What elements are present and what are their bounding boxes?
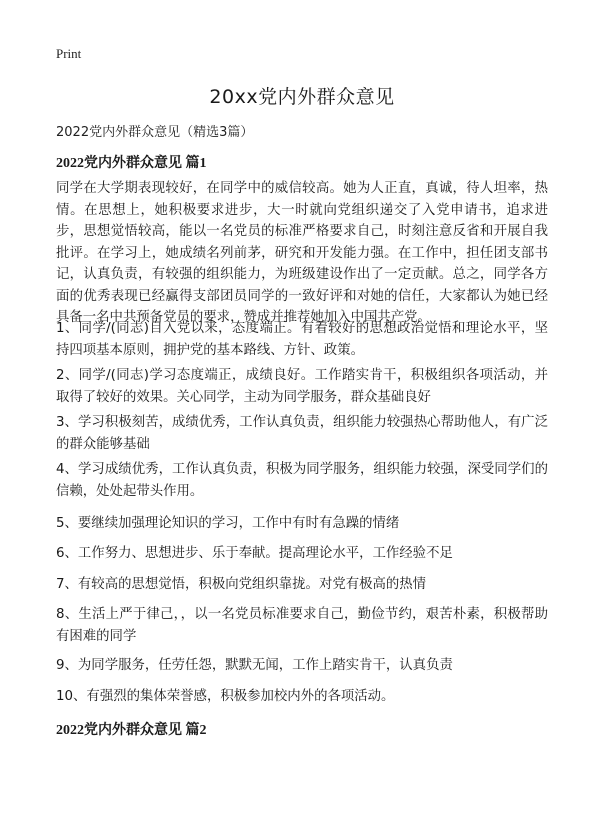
intro-paragraph: 同学在大学期表现较好，在同学中的威信较高。她为人正直，真诚，待人坦率，热情。在思想上，她积极要求进步，大一时就向党组织递交了入党申请书，追求进步，思想觉悟较高，能以一名党员的标准严格要求自己，时刻注意反省和开展自我批评。在学习上，她成绩名列前茅，研究和开发能力强。在工作中，担任团支部书记，认真负责，有较强的组织能力，为班级建设作出了一定贡献。总之，同学各方面的优秀表现已经赢得支部团员同学的一致好评和对她的信任，大家都认为她已经具备一名中共预备党员的要求，赞成并推荐她加入中国共产党。 — [56, 181, 548, 325]
list-item: 6、工作努力、思想进步、乐于奉献。提高理论水平，工作经验不足 — [56, 546, 453, 561]
list-item: 10、有强烈的集体荣誉感，积极参加校内外的各项活动。 — [56, 689, 395, 704]
list-item: 9、为同学服务，任劳任怨，默默无闻，工作上踏实肯干，认真负责 — [56, 658, 453, 673]
document-subtitle: 2022党内外群众意见（精选3篇） — [56, 125, 254, 140]
document-title: 20xx党内外群众意见 — [209, 86, 395, 108]
list-item: 8、生活上严于律己，，以一名党员标准要求自己，勤俭节约，艰苦朴素，积极帮助有困难的同学 — [56, 607, 548, 644]
list-item: 2、同学/(同志)学习态度端正，成绩良好。工作踏实肯干，积极组织各项活动，并取得了较好的效果。关心同学，主动为同学服务，群众基础良好 — [56, 368, 548, 405]
section-heading-2: 2022党内外群众意见 篇2 — [56, 723, 207, 738]
list-item: 7、有较高的思想觉悟，积极向党组织靠拢。对党有极高的热情 — [56, 577, 427, 592]
print-link[interactable]: Print — [56, 46, 82, 61]
list-item: 4、学习成绩优秀，工作认真负责，积极为同学服务，组织能力较强，深受同学们的信赖，处处起带头作用。 — [56, 462, 548, 499]
list-item: 3、学习积极刻苦，成绩优秀，工作认真负责，组织能力较强热心帮助他人，有广泛的群众能够基础 — [56, 415, 548, 452]
list-item: 5、要继续加强理论知识的学习，工作中有时有急躁的情绪 — [56, 516, 400, 531]
list-item: 1、同学/(同志)自入党以来，态度端正。有着较好的思想政治觉悟和理论水平，坚持四项基本原则，拥护党的基本路线、方针、政策。 — [56, 321, 548, 358]
section-heading-1: 2022党内外群众意见 篇1 — [56, 156, 207, 171]
